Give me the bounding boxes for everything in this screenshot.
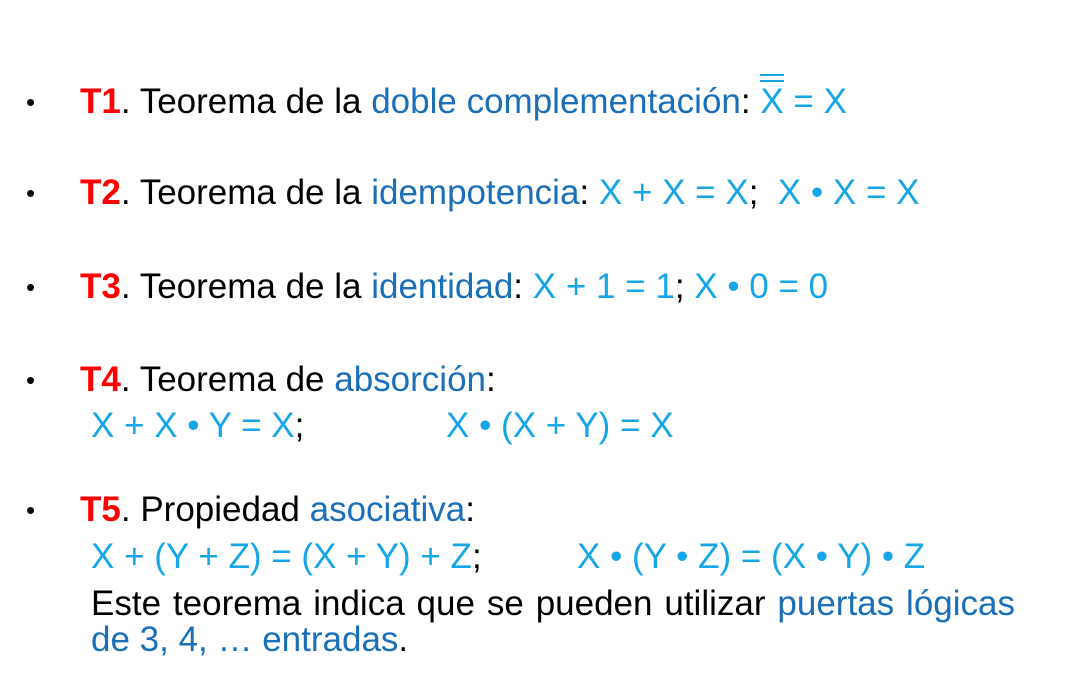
formula-t4-b-line (446, 406, 674, 446)
item-t2 (80, 173, 920, 213)
separator: . (120, 267, 140, 306)
formula-t1-rest: = X (783, 82, 847, 121)
formula-t2-sum: X + X = X (598, 173, 749, 212)
desc-term-puertas: puertas lógicas de 3, 4, … entradas (91, 584, 1015, 659)
item-t1 (80, 82, 847, 122)
bullet-t4: • (26, 365, 36, 395)
term-absorcion: absorción (334, 360, 487, 399)
colon: : (513, 267, 533, 306)
formula-t4-a: X + X • Y = X (91, 406, 295, 445)
item-t4 (80, 360, 496, 400)
item-t3 (80, 267, 828, 307)
colon: : (486, 360, 496, 399)
formula-t5-line (91, 537, 482, 577)
formula-t5-b: X • (Y • Z) = (X • Y) • Z (577, 537, 926, 576)
colon: : (740, 82, 761, 121)
formula-t3-sum: X + 1 = 1 (532, 267, 675, 306)
bullet-t1: • (26, 87, 36, 117)
item-t5 (80, 490, 475, 530)
label-t2: T2 (80, 173, 121, 212)
separator: . (120, 173, 140, 212)
term-identidad: identidad (371, 267, 514, 306)
item-prefix: Teorema de la (139, 173, 372, 212)
bullet-t5: • (26, 495, 36, 525)
semicolon: ; (471, 537, 482, 576)
label-t1: T1 (80, 82, 121, 121)
desc-end: . (398, 620, 409, 659)
semicolon: ; (748, 173, 778, 212)
formula-t5-a: X + (Y + Z) = (X + Y) + Z (91, 537, 472, 576)
label-t5: T5 (80, 490, 121, 529)
formula-t3-product: X • 0 = 0 (694, 267, 829, 306)
colon: : (579, 173, 599, 212)
desc-text: Este teorema indica que se pueden utilizar (91, 584, 778, 623)
formula-double-complement-x: X (760, 82, 784, 121)
formula-t4-b: X • (X + Y) = X (446, 406, 674, 445)
label-t3: T3 (80, 267, 121, 306)
term-doble-complementacion: doble complementación (371, 82, 741, 121)
item-prefix: Teorema de la (139, 82, 372, 121)
term-asociativa: asociativa (309, 490, 466, 529)
t5-description (91, 586, 1015, 658)
formula-t5-b-line (577, 537, 925, 577)
formula-t2-product: X • X = X (777, 173, 920, 212)
semicolon: ; (674, 267, 695, 306)
bullet-t2: • (26, 178, 36, 208)
item-prefix: Teorema de la (139, 267, 372, 306)
label-t4: T4 (80, 360, 121, 399)
term-idempotencia: idempotencia (371, 173, 580, 212)
item-prefix: Teorema de (139, 360, 335, 399)
separator: . (120, 490, 141, 529)
semicolon: ; (294, 406, 305, 445)
bullet-t3: • (26, 272, 36, 302)
formula-t4-line (91, 406, 304, 446)
item-prefix: Propiedad (140, 490, 310, 529)
separator: . (120, 360, 140, 399)
colon: : (465, 490, 475, 529)
separator: . (120, 82, 140, 121)
